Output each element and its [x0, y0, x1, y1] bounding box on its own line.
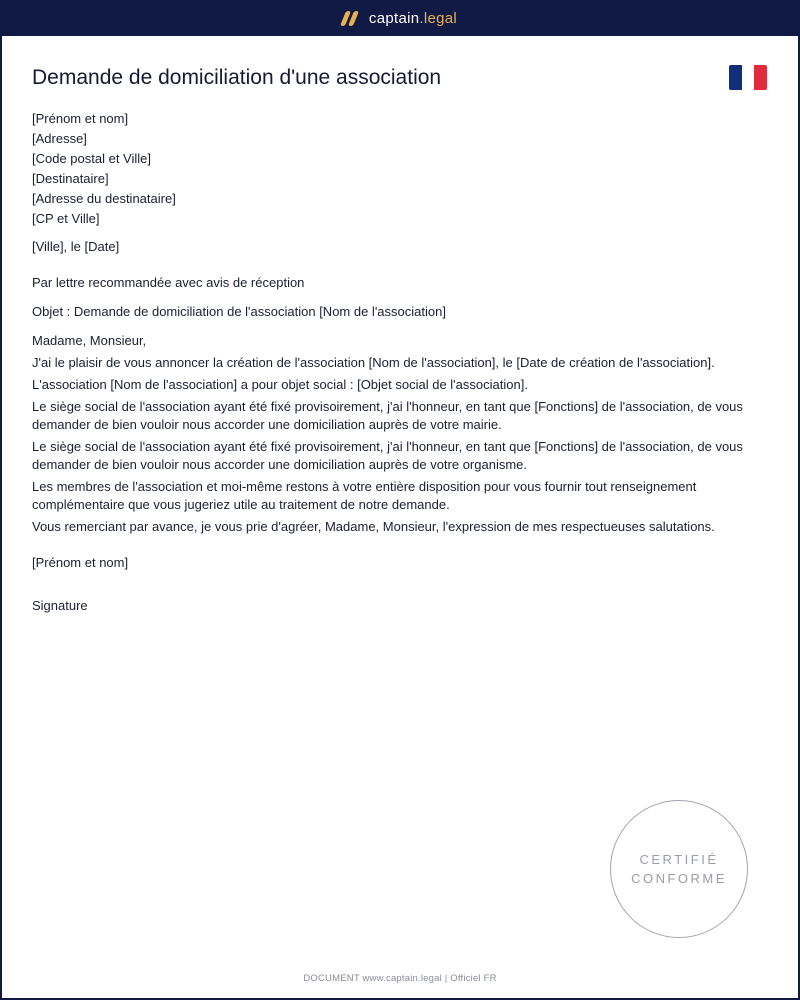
address-line: [Destinataire] — [32, 171, 109, 186]
paragraph: L'association [Nom de l'association] a pour objet social : [Objet social de l'association]. — [32, 377, 528, 392]
french-flag-icon — [729, 65, 767, 90]
paragraph: Le siège social de l'association ayant été fixé provisoirement, j'ai l'honneur, en tant que [Fonctions] de l'association, de vous demander de bien vouloir nous accorder une domiciliation auprès de votre mairie. — [32, 399, 743, 432]
delivery-mode: Par lettre recommandée avec avis de réception — [32, 275, 305, 290]
stamp-line: CERTIFIÉ — [639, 852, 719, 867]
stamp-line: CONFORME — [631, 871, 727, 886]
letter-body — [32, 109, 762, 615]
paragraph: J'ai le plaisir de vous annoncer la création de l'association [Nom de l'association], le [Date de création de l'association]. — [32, 355, 715, 370]
brand-logo[interactable] — [343, 10, 457, 27]
paragraph: Le siège social de l'association ayant été fixé provisoirement, j'ai l'honneur, en tant que [Fonctions] de l'association, de vous demander de bien vouloir nous accorder une domiciliation auprès de votre organisme. — [32, 439, 743, 472]
address-line: [Adresse du destinataire] — [32, 191, 176, 206]
address-line: [Adresse] — [32, 131, 87, 146]
footer-text: DOCUMENT www.captain.legal | Officiel FR — [303, 973, 497, 984]
document-page — [2, 36, 798, 998]
signature-label: Signature — [32, 598, 88, 613]
place-date: [Ville], le [Date] — [32, 239, 120, 254]
document-title: Demande de domiciliation d'une association — [32, 66, 442, 89]
salutation: Madame, Monsieur, — [32, 333, 147, 348]
paragraph: Les membres de l'association et moi-même restons à votre entière disposition pour vous fournir tout renseignement complémentaire que vous jugeriez utile au traitement de notre demande. — [32, 479, 697, 512]
paragraph: Vous remerciant par avance, je vous prie d'agréer, Madame, Monsieur, l'expression de mes respectueuses salutations. — [32, 519, 715, 534]
captain-logo-icon — [343, 11, 359, 26]
address-line: [Code postal et Ville] — [32, 151, 151, 166]
address-block — [32, 109, 762, 229]
address-line: [Prénom et nom] — [32, 111, 129, 126]
brand-tld: .legal — [419, 9, 458, 27]
certified-stamp — [610, 800, 748, 938]
signer-name: [Prénom et nom] — [32, 555, 129, 570]
address-line: [CP et Ville] — [32, 211, 100, 226]
subject-line: Objet : Demande de domiciliation de l'association [Nom de l'association] — [32, 304, 446, 319]
brand-name: captain — [368, 9, 420, 27]
top-bar — [0, 0, 800, 36]
